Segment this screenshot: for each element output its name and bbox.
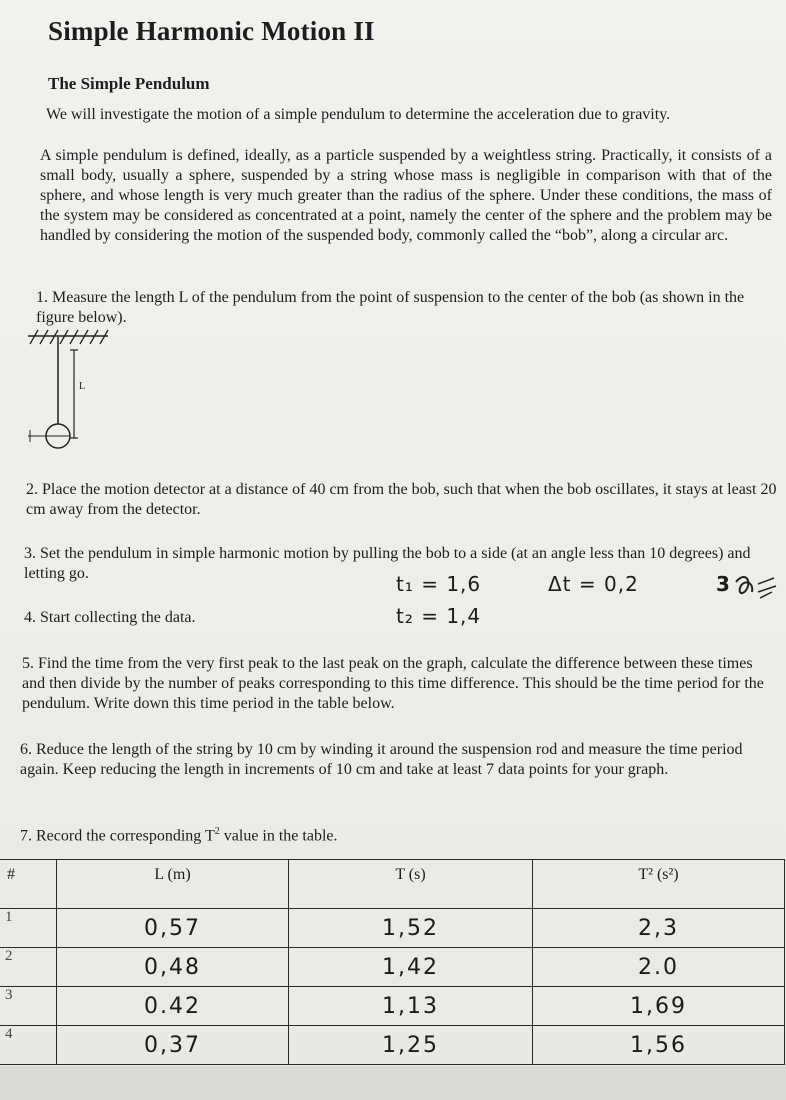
table-header-row <box>0 860 785 909</box>
step-1-text: 1. Measure the length L of the pendulum from the point of suspension to the center of the bob (as shown in the figure below). <box>36 289 745 326</box>
cell-length: 0,48 <box>57 948 289 987</box>
cell-period-squared: 2,3 <box>533 909 785 948</box>
section-subtitle: The Simple Pendulum <box>48 74 210 93</box>
table-row <box>0 948 785 987</box>
length-label: L <box>79 381 86 392</box>
ceiling-hatch <box>30 330 108 344</box>
cell-period: 1,52 <box>289 909 533 948</box>
step-7-text: 7. Record the corresponding $T^2$ value in the table. <box>20 826 338 845</box>
pendulum-figure <box>24 326 144 461</box>
step-3-text: 3. Set the pendulum in simple harmonic motion by pulling the bob to a side (at an angle less than 10 degrees) and letting go. <box>24 545 751 582</box>
cell-period-squared: 1,56 <box>533 1026 785 1065</box>
handwritten-delta-t: Δt = 0,2 <box>548 572 639 596</box>
table-row <box>0 909 785 948</box>
cell-period-squared: 2.0 <box>533 948 785 987</box>
cell-length: 0,57 <box>57 909 289 948</box>
cell-length: 0,37 <box>57 1026 289 1065</box>
page-bottom-edge <box>0 1066 786 1100</box>
cell-period: 1,13 <box>289 987 533 1026</box>
step-5-text: 5. Find the time from the very first peak to the last peak on the graph, calculate the difference between these times and then divide by the number of peaks corresponding to this time difference. This should be the time period for the pendulum. Write down this time period in the table below. <box>22 655 764 712</box>
row-number: 1 <box>0 909 57 948</box>
handwritten-margin-note: 3 <box>716 572 731 596</box>
handwritten-t1: t₁ = 1,6 <box>396 572 482 596</box>
step-6-text: 6. Reduce the length of the string by 10 cm by winding it around the suspension rod and measure the time period again. Keep reducing the length in increments of 10 cm and take at least 7 data points for your graph. <box>20 741 743 778</box>
header-number: # <box>0 860 57 909</box>
cell-period-squared: 1,69 <box>533 987 785 1026</box>
cell-period: 1,42 <box>289 948 533 987</box>
row-number: 2 <box>0 948 57 987</box>
row-number: 4 <box>0 1026 57 1065</box>
definition-paragraph: A simple pendulum is defined, ideally, as a particle suspended by a weightless string. Practically, it consists of a small body, usually a sphere, suspended by a string whose mass is negligible in comparison with that of the sphere, and whose length is very much greater than the radius of the sphere. Under these conditions, the mass of the system may be considered as concentrated at a point, namely the center of the sphere and the problem may be handled by considering the motion of the suspended body, commonly called the “bob”, along a circular arc. <box>40 147 772 244</box>
cell-length: 0.42 <box>57 987 289 1026</box>
pendulum-diagram <box>24 326 144 456</box>
results-table <box>0 859 785 1065</box>
step-4-text: 4. Start collecting the data. <box>24 609 196 626</box>
table-row <box>0 987 785 1026</box>
cell-period: 1,25 <box>289 1026 533 1065</box>
page-title: Simple Harmonic Motion II <box>48 16 375 46</box>
header-period-squared: T² (s²) <box>533 860 785 909</box>
intro-text: We will investigate the motion of a simple pendulum to determine the acceleration due to gravity. <box>46 106 671 123</box>
table-row <box>0 1026 785 1065</box>
header-period: T (s) <box>289 860 533 909</box>
header-length: L (m) <box>57 860 289 909</box>
handwritten-t2: t₂ = 1,4 <box>396 604 482 628</box>
scribble-mark <box>732 572 782 606</box>
row-number: 3 <box>0 987 57 1026</box>
step-2-text: 2. Place the motion detector at a distance of 40 cm from the bob, such that when the bob oscillates, it stays at least 20 cm away from the detector. <box>26 481 777 518</box>
